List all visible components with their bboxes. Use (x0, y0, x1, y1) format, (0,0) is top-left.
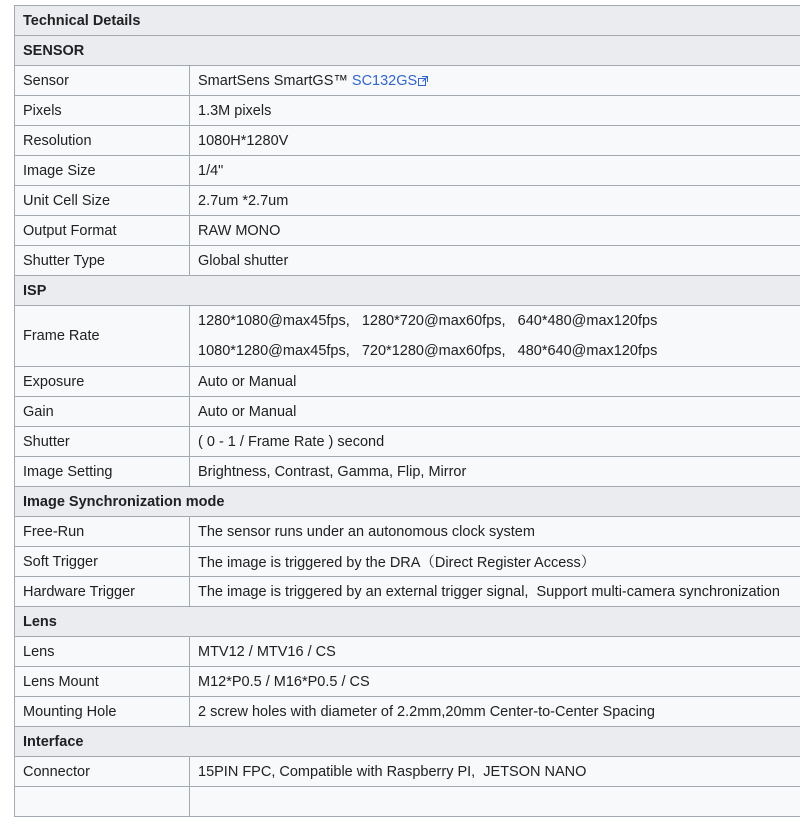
section-row-isp (15, 276, 800, 306)
row-label: Mounting Hole (15, 697, 190, 727)
row-label: Output Format (15, 216, 190, 246)
row-value: Brightness, Contrast, Gamma, Flip, Mirror (190, 457, 800, 487)
section-row-sync-mode (15, 487, 800, 517)
row-value: Global shutter (190, 246, 800, 276)
row-label: Image Size (15, 156, 190, 186)
sensor-model-link-text: SC132GS (352, 73, 417, 89)
table-row (15, 367, 800, 397)
section-heading-lens: Lens (15, 607, 800, 637)
table-row (15, 96, 800, 126)
table-row (15, 156, 800, 186)
section-row-lens (15, 607, 800, 637)
row-value: MTV12 / MTV16 / CS (190, 637, 800, 667)
section-heading-sync-mode: Image Synchronization mode (15, 487, 800, 517)
row-value: 1080H*1280V (190, 126, 800, 156)
row-value: 2 screw holes with diameter of 2.2mm,20mm Center-to-Center Spacing (190, 697, 800, 727)
row-value: The sensor runs under an autonomous clock system (190, 517, 800, 547)
section-heading-isp: ISP (15, 276, 800, 306)
row-label: Gain (15, 397, 190, 427)
row-label: Resolution (15, 126, 190, 156)
table-row (15, 697, 800, 727)
section-row-interface (15, 727, 800, 757)
table-row (15, 517, 800, 547)
row-label-empty (15, 787, 190, 817)
sensor-model-link[interactable] (352, 73, 428, 89)
frame-rate-line: 1080*1280@max45fps, 720*1280@max60fps, 480*640@max120fps (198, 336, 796, 366)
row-value: 1.3M pixels (190, 96, 800, 126)
table-row (15, 637, 800, 667)
section-row-sensor (15, 36, 800, 66)
row-value: M12*P0.5 / M16*P0.5 / CS (190, 667, 800, 697)
row-label: Pixels (15, 96, 190, 126)
row-label: Connector (15, 757, 190, 787)
row-value: 2.7um *2.7um (190, 186, 800, 216)
table-row (15, 547, 800, 577)
frame-rate-line: 1280*1080@max45fps, 1280*720@max60fps, 640*480@max120fps (198, 306, 796, 336)
row-label: Lens Mount (15, 667, 190, 697)
table-row (15, 427, 800, 457)
table-row (15, 787, 800, 817)
table-row (15, 577, 800, 607)
table-row (15, 66, 800, 96)
table-row (15, 457, 800, 487)
row-value: 1/4" (190, 156, 800, 186)
row-label: Shutter Type (15, 246, 190, 276)
row-value-sensor (190, 66, 800, 96)
table-row (15, 126, 800, 156)
row-value: Auto or Manual (190, 367, 800, 397)
table-row (15, 667, 800, 697)
row-value: The image is triggered by an external trigger signal, Support multi-camera synchronization (190, 577, 800, 607)
technical-details-table (14, 5, 800, 817)
row-label: Image Setting (15, 457, 190, 487)
table-title: Technical Details (15, 6, 800, 36)
table-row-frame-rate (15, 306, 800, 367)
row-label: Lens (15, 637, 190, 667)
table-row (15, 186, 800, 216)
external-link-icon (418, 76, 428, 86)
row-value: 15PIN FPC, Compatible with Raspberry PI, JETSON NANO (190, 757, 800, 787)
row-label: Soft Trigger (15, 547, 190, 577)
section-heading-sensor: SENSOR (15, 36, 800, 66)
row-label: Sensor (15, 66, 190, 96)
row-label: Unit Cell Size (15, 186, 190, 216)
row-label: Hardware Trigger (15, 577, 190, 607)
section-heading-interface: Interface (15, 727, 800, 757)
table-row (15, 757, 800, 787)
table-row (15, 246, 800, 276)
row-value-empty (190, 787, 800, 817)
table-title-row (15, 6, 800, 36)
row-label: Free-Run (15, 517, 190, 547)
row-value: The image is triggered by the DRA（Direct Register Access） (190, 547, 800, 577)
row-value-frame-rate (190, 306, 800, 367)
table-row (15, 216, 800, 246)
row-label: Exposure (15, 367, 190, 397)
row-value: Auto or Manual (190, 397, 800, 427)
sensor-value-prefix: SmartSens SmartGS™ (198, 73, 352, 89)
row-value: ( 0 - 1 / Frame Rate ) second (190, 427, 800, 457)
row-label: Frame Rate (15, 306, 190, 367)
table-row (15, 397, 800, 427)
technical-details-container (14, 5, 800, 817)
row-value: RAW MONO (190, 216, 800, 246)
row-label: Shutter (15, 427, 190, 457)
